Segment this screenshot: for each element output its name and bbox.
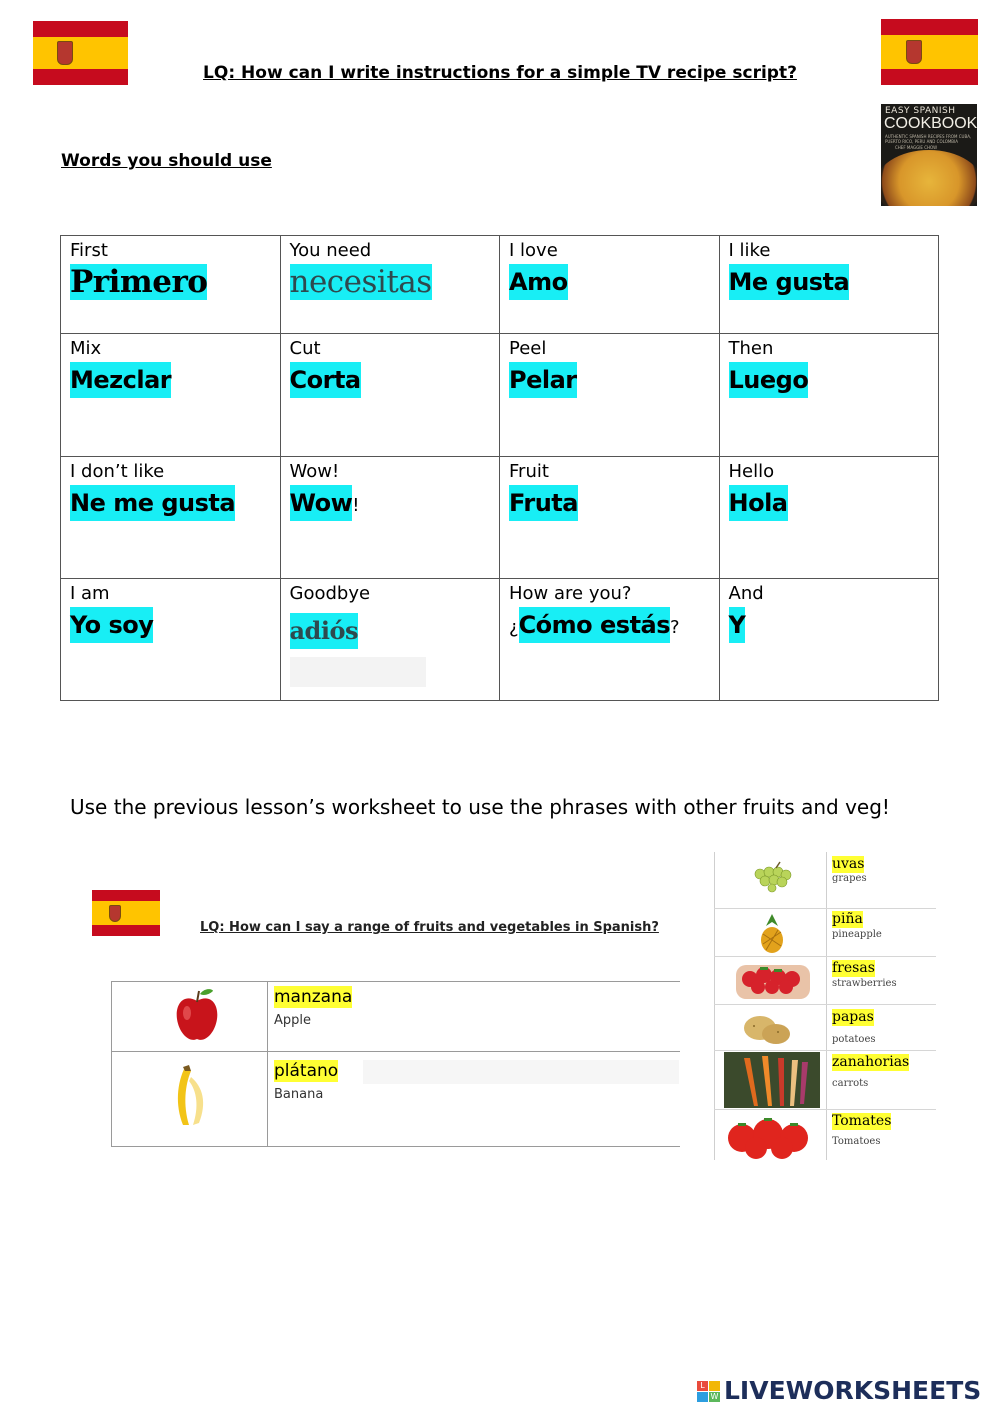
spanish-word: Ne me gusta: [70, 485, 235, 521]
punctuation: ¿: [509, 617, 519, 638]
vocab-table: [60, 235, 939, 701]
english-word: I like: [728, 240, 771, 261]
english-word: pineapple: [832, 929, 882, 940]
english-word: I don’t like: [70, 461, 165, 482]
english-word: Fruit: [509, 461, 549, 482]
section-title-words: Words you should use: [61, 151, 272, 171]
english-word: I love: [509, 240, 558, 261]
vocab-cell: [61, 579, 281, 701]
logo-square: [709, 1381, 720, 1391]
spanish-word: Wow: [290, 485, 353, 521]
english-word: Goodbye: [289, 583, 371, 604]
coat-of-arms-icon: [57, 41, 73, 65]
english-word: Then: [728, 338, 774, 359]
spanish-word: necesitas: [289, 264, 432, 300]
english-word: Mix: [70, 338, 102, 359]
english-word: strawberries: [832, 978, 897, 989]
vocab-cell: [500, 236, 720, 334]
spain-flag-worksheet: [92, 890, 160, 936]
banana-icon: [163, 1063, 215, 1129]
punctuation: !: [352, 495, 360, 516]
pineapple-icon: [754, 912, 790, 954]
blank-highlight: [363, 1060, 679, 1084]
spanish-word: fresas: [832, 960, 875, 976]
worksheet-table: [111, 981, 680, 1147]
worksheet-title: LQ: How can I say a range of fruits and vegetables in Spanish?: [200, 920, 659, 935]
instruction-text: Use the previous lesson’s worksheet to use the phrases with other fruits and veg!: [70, 795, 890, 819]
vocab-row: [61, 457, 939, 579]
cookbook-line2: COOKBOOK: [884, 115, 977, 132]
english-word: Tomatoes: [832, 1136, 881, 1147]
spanish-word: manzana: [274, 987, 353, 1007]
cookbook-line1: EASY SPANISH: [885, 106, 956, 116]
spanish-word: Fruta: [509, 485, 578, 521]
english-word: Hello: [728, 461, 775, 482]
vocab-cell: [500, 579, 720, 701]
blank-highlight: [290, 657, 426, 687]
english-word: I am: [70, 583, 110, 604]
vocab-row: [61, 579, 939, 701]
english-word: Wow!: [289, 461, 340, 482]
vocab-cell: [719, 579, 939, 701]
spanish-word: uvas: [832, 856, 865, 872]
vocab-row: [61, 236, 939, 334]
apple-icon: [173, 987, 221, 1045]
vocab-cell: [61, 236, 281, 334]
spanish-word: Luego: [729, 362, 809, 398]
english-word: Banana: [274, 1087, 324, 1102]
vocab-cell: [280, 236, 500, 334]
spanish-word: plátano: [274, 1061, 339, 1081]
spanish-word: Me gusta: [729, 264, 850, 300]
logo-square: [697, 1392, 708, 1402]
english-word: Apple: [274, 1013, 312, 1028]
spanish-word: Amo: [509, 264, 568, 300]
english-word: Cut: [289, 338, 321, 359]
coat-of-arms-icon: [109, 905, 121, 922]
english-word: First: [70, 240, 108, 261]
english-word: Peel: [509, 338, 547, 359]
fruit-veg-list: [714, 852, 936, 1162]
logo-letter: L: [697, 1381, 708, 1391]
spanish-word: zanahorias: [832, 1054, 910, 1070]
liveworksheets-logo-icon: [697, 1381, 721, 1403]
potatoes-icon: [740, 1008, 794, 1048]
strawberries-icon: [734, 961, 812, 1001]
english-word: You need: [289, 240, 372, 261]
vocab-cell: [500, 334, 720, 457]
coat-of-arms-icon: [906, 40, 922, 64]
punctuation: ?: [670, 617, 680, 638]
vocab-cell: [719, 334, 939, 457]
vocab-cell: [61, 457, 281, 579]
spanish-word: adiós: [290, 613, 358, 649]
vocab-cell: [500, 457, 720, 579]
paella-pan-image: [881, 150, 977, 206]
vocab-row: [61, 334, 939, 457]
spanish-word: papas: [832, 1009, 874, 1025]
english-word: How are you?: [509, 583, 632, 604]
grapes-icon: [750, 860, 796, 894]
spanish-word: Primero: [70, 264, 208, 300]
english-word: grapes: [832, 873, 867, 884]
tomatoes-icon: [724, 1112, 814, 1160]
cookbook-author: CHEF MAGGIE CHOW: [895, 145, 938, 150]
spanish-word: Corta: [290, 362, 361, 398]
vocab-cell: [719, 457, 939, 579]
logo-letter: W: [710, 1392, 719, 1401]
cookbook-cover-image: [881, 104, 977, 206]
english-word: potatoes: [832, 1034, 876, 1045]
spanish-word: Pelar: [509, 362, 577, 398]
page-title: LQ: How can I write instructions for a simple TV recipe script?: [203, 63, 797, 83]
vocab-cell: [280, 334, 500, 457]
spanish-word: Mezclar: [70, 362, 171, 398]
carrots-icon: [724, 1052, 820, 1108]
vocab-cell: [61, 334, 281, 457]
cookbook-line3: AUTHENTIC SPANISH RECIPES FROM CUBA, PUERTO RICO, PERU AND COLOMBIA: [885, 134, 972, 144]
spanish-word: Hola: [729, 485, 788, 521]
spanish-word: Tomates: [832, 1113, 892, 1129]
spanish-word: piña: [832, 911, 863, 927]
spanish-word: Yo soy: [70, 607, 153, 643]
spanish-word: Y: [729, 607, 746, 643]
english-word: carrots: [832, 1078, 869, 1089]
vocab-cell: [280, 579, 500, 701]
liveworksheets-logo[interactable]: LIVEWORKSHEETS: [724, 1376, 982, 1405]
spanish-word: Cómo estás: [519, 607, 670, 643]
vocab-cell: [280, 457, 500, 579]
english-word: And: [728, 583, 764, 604]
vocab-cell: [719, 236, 939, 334]
